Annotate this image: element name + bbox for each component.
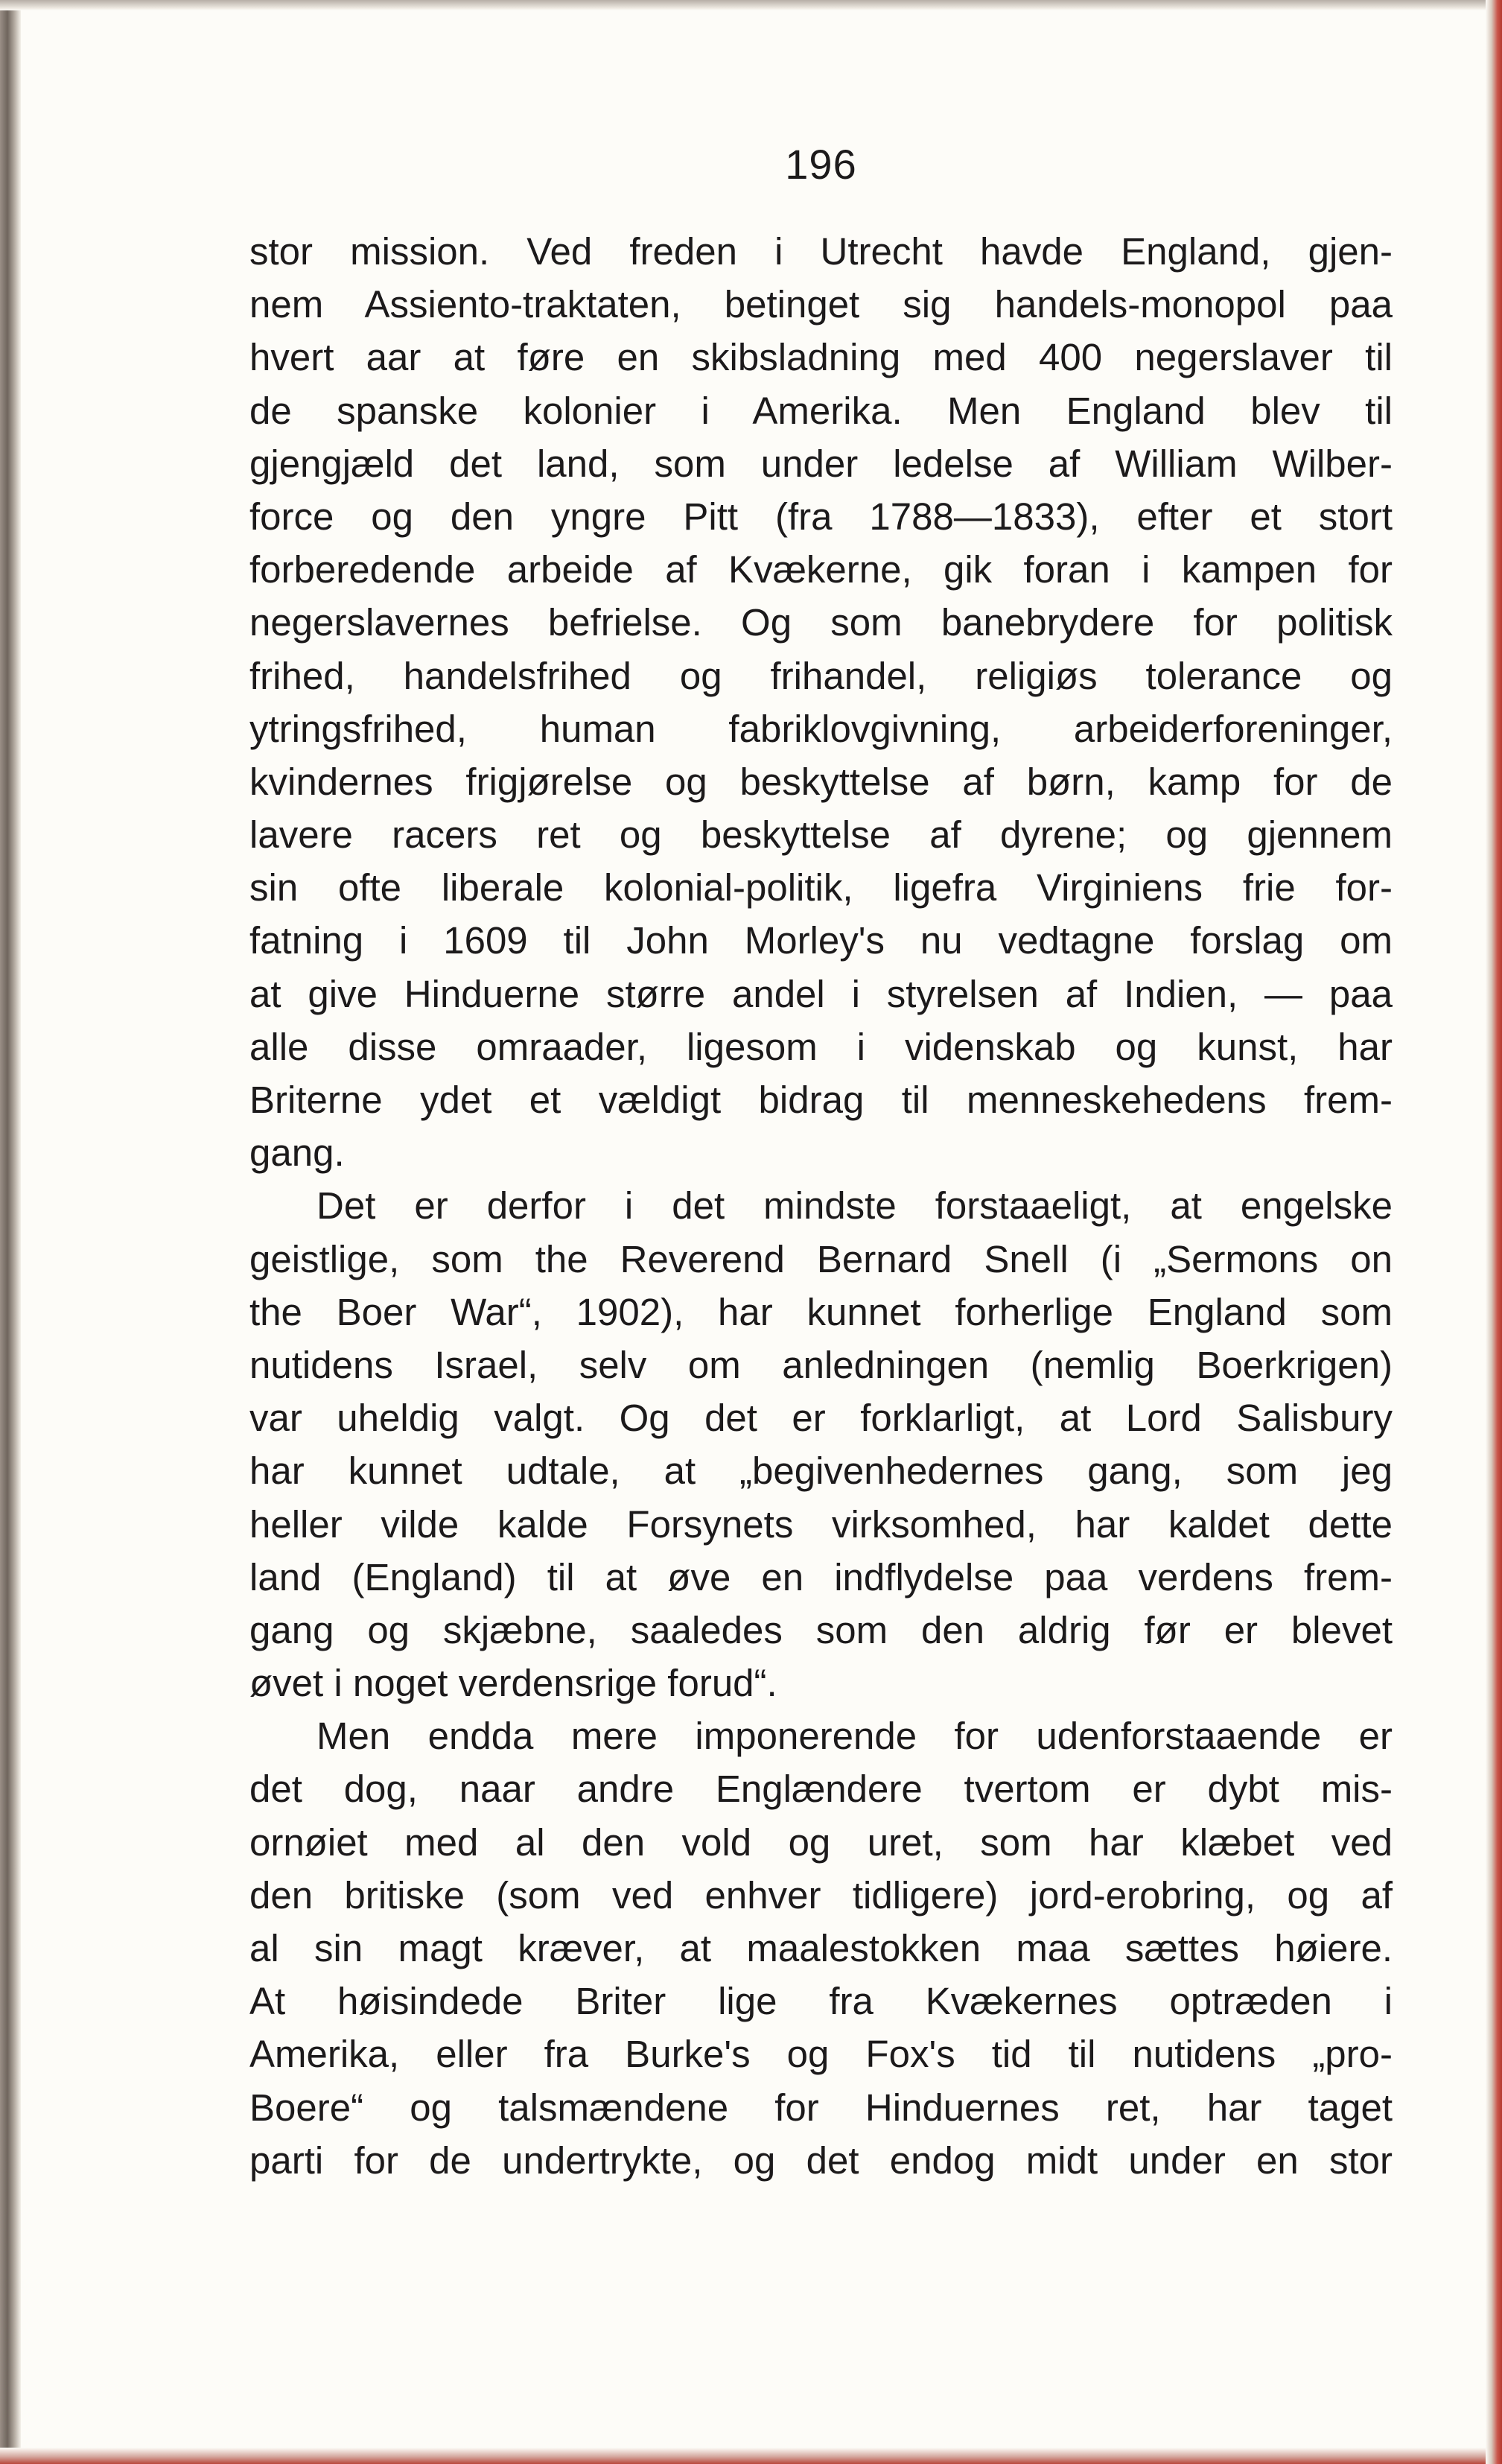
text-line: Boere“ og talsmændene for Hinduernes ret, har taget [249, 2086, 1393, 2129]
text-line: nutidens Israel, selv om anledningen (nemlig Boerkrigen) [249, 1343, 1393, 1386]
text-line: parti for de undertrykte, og det endog midt under en stor [249, 2138, 1393, 2182]
text-line: lavere racers ret og beskyttelse af dyrene; og gjennem [249, 813, 1393, 857]
scan-edge-bottom [0, 2448, 1502, 2464]
text-line: gang. [249, 1131, 345, 1175]
text-line: Amerika, eller fra Burke's og Fox's tid til nutidens „pro- [249, 2033, 1393, 2076]
text-line: ytringsfrihed, human fabriklovgivning, arbeiderforeninger, [249, 707, 1393, 750]
text-line: fatning i 1609 til John Morley's nu vedtagne forslag om [249, 919, 1393, 962]
text-line: negerslavernes befrielse. Og som banebrydere for politisk [249, 601, 1393, 644]
text-line: de spanske kolonier i Amerika. Men England blev til [249, 389, 1393, 432]
scan-edge-top [0, 0, 1502, 10]
text-line: geistlige, som the Reverend Bernard Snell (i „Sermons on [249, 1237, 1393, 1280]
text-line: frihed, handelsfrihed og frihandel, religiøs tolerance og [249, 654, 1393, 697]
text-line: kvindernes frigjørelse og beskyttelse af børn, kamp for de [249, 760, 1393, 803]
text-line: Det er derfor i det mindste forstaaeligt, at engelske [316, 1184, 1393, 1228]
body-text [249, 225, 1393, 2187]
text-line: hvert aar at føre en skibsladning med 400 negerslaver til [249, 336, 1393, 379]
text-line: heller vilde kalde Forsynets virksomhed, har kaldet dette [249, 1502, 1393, 1546]
text-line: har kunnet udtale, at „begivenhedernes gang, som jeg [249, 1449, 1393, 1493]
text-line: Men endda mere imponerende for udenforstaaende er [316, 1715, 1393, 1758]
text-line: det dog, naar andre Englændere tvertom er dybt mis- [249, 1768, 1393, 1811]
text-line: nem Assiento-traktaten, betinget sig handels-monopol paa [249, 283, 1393, 326]
text-line: øvet i noget verdensrige forud“. [249, 1662, 777, 1705]
text-line: al sin magt kræver, at maalestokken maa sættes høiere. [249, 1927, 1393, 1969]
text-line: gjengjæld det land, som under ledelse af William Wilber- [249, 442, 1393, 485]
text-line: At høisindede Briter lige fra Kvækernes optræden i [249, 1980, 1393, 2023]
text-line: Briterne ydet et vældigt bidrag til menneskehedens frem- [249, 1079, 1393, 1121]
text-line: ornøiet med al den vold og uret, som har klæbet ved [249, 1820, 1393, 1864]
text-line: land (England) til at øve en indflydelse paa verdens frem- [249, 1555, 1393, 1598]
book-page [249, 139, 1393, 2187]
text-line: alle disse omraader, ligesom i videnskab og kunst, har [249, 1025, 1393, 1068]
text-line: forberedende arbeide af Kvækerne, gik foran i kampen for [249, 548, 1393, 591]
text-line: sin ofte liberale kolonial-politik, ligefra Virginiens frie for- [249, 866, 1393, 909]
text-line: stor mission. Ved freden i Utrecht havde England, gjen- [249, 230, 1393, 273]
page-number: 196 [785, 141, 857, 188]
text-line: the Boer War“, 1902), har kunnet forherlige England som [249, 1290, 1393, 1333]
text-line: force og den yngre Pitt (fra 1788—1833), efter et stort [249, 495, 1393, 538]
text-line: gang og skjæbne, saaledes som den aldrig før er blevet [249, 1608, 1393, 1651]
text-line: var uheldig valgt. Og det er forklarligt, at Lord Salisbury [249, 1397, 1393, 1440]
text-line: at give Hinduerne større andel i styrelsen af Indien, — paa [249, 972, 1393, 1015]
text-line: den britiske (som ved enhver tidligere) jord-erobring, og af [249, 1873, 1393, 1917]
